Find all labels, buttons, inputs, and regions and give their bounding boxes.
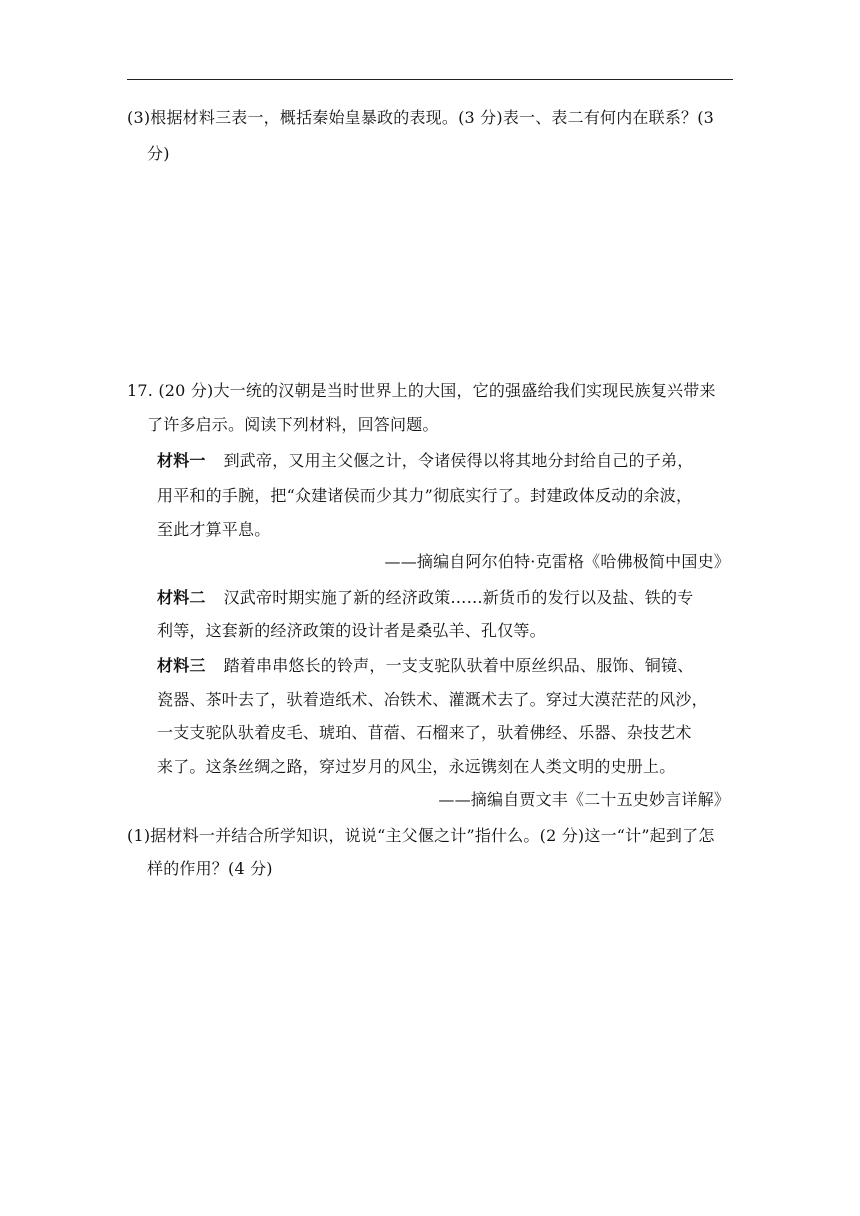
material-1-line-3: 至此才算平息。 <box>157 520 271 539</box>
question-17-line-2: 了许多启示。阅读下列材料，回答问题。 <box>147 415 439 434</box>
material-1-text-1: 到武帝，又用主父偃之计，令诸侯得以将其地分封给自己的子弟， <box>223 451 694 470</box>
subquestion-1-line-2: 样的作用？(4 分) <box>147 859 273 878</box>
material-2-line-2: 利等，这套新的经济政策的设计者是桑弘羊、孔仅等。 <box>157 621 546 640</box>
material-1-line-2: 用平和的手腕，把“众建诸侯而少其力”彻底实行了。封建政体反动的余波， <box>157 486 693 505</box>
material-3-line-2: 瓷器、茶叶去了，驮着造纸术、冶铁术、灌溉术去了。穿过大漠茫茫的风沙， <box>157 690 708 709</box>
question-17-line-1: 17. (20 分)大一统的汉朝是当时世界上的大国，它的强盛给我们实现民族复兴带来 <box>127 381 716 400</box>
subquestion-1-line-1: (1)据材料一并结合所学知识，说说“主父偃之计”指什么。(2 分)这一“计”起到了怎 <box>127 826 715 845</box>
material-2-line-1 <box>157 587 693 609</box>
material-1-label: 材料一 <box>157 451 206 470</box>
material-2-text-1: 汉武帝时期实施了新的经济政策……新货币的发行以及盐、铁的专 <box>223 588 694 607</box>
material-3-label: 材料三 <box>157 656 206 675</box>
material-1-source: ——摘编自阿尔伯特·克雷格《哈佛极简中国史》 <box>384 552 730 571</box>
material-3-line-4: 来了。这条丝绸之路，穿过岁月的风尘，永远镌刻在人类文明的史册上。 <box>157 757 676 776</box>
header-rule <box>127 79 733 80</box>
material-3-text-1: 踏着串串悠长的铃声，一支支驼队驮着中原丝织品、服饰、铜镜、 <box>223 656 694 675</box>
material-3-line-1 <box>157 655 693 677</box>
material-1-line-1 <box>157 450 693 472</box>
question-3-line-2: 分) <box>147 144 170 163</box>
question-3-line-1: (3)根据材料三表一，概括秦始皇暴政的表现。(3 分)表一、表二有何内在联系？(3 <box>127 108 715 127</box>
material-3-source: ——摘编自贾文丰《二十五史妙言详解》 <box>438 790 730 809</box>
material-2-label: 材料二 <box>157 588 206 607</box>
material-3-line-3: 一支支驼队驮着皮毛、琥珀、苜蓿、石榴来了，驮着佛经、乐器、杂技艺术 <box>157 723 692 742</box>
